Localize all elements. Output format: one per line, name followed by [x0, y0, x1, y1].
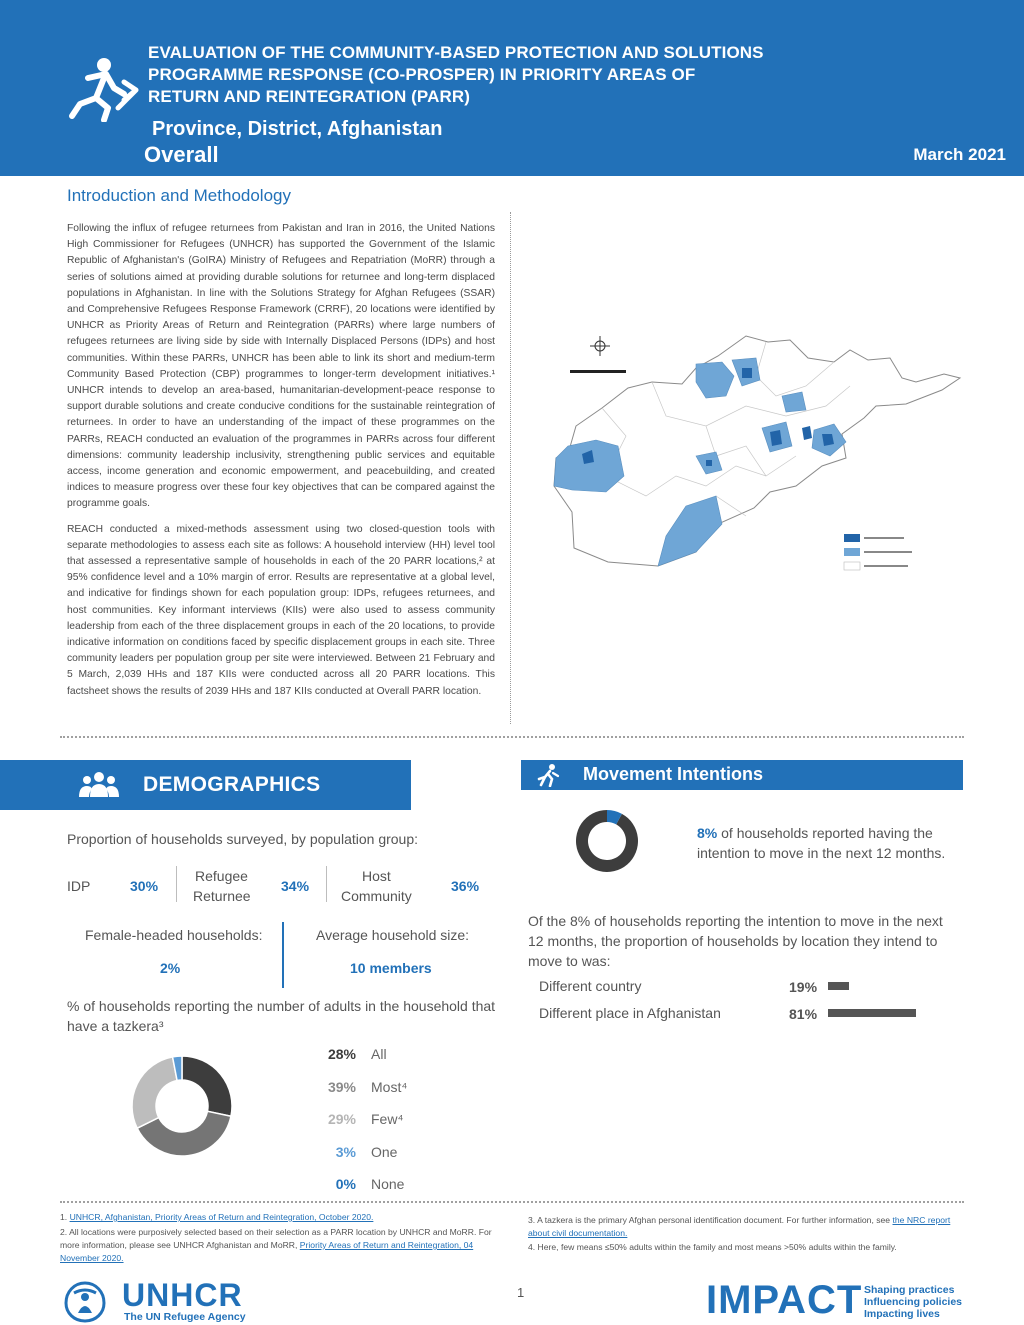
footnote-2-link[interactable]: Priority Areas of Return and Reintegration, 04 November 2020. — [60, 1240, 474, 1263]
demographics-banner — [0, 760, 411, 810]
impact-tagline-line: Impacting lives — [864, 1308, 940, 1320]
unhcr-emblem-icon — [60, 1279, 110, 1323]
north-arrow-icon — [590, 336, 610, 356]
impact-name: IMPACT — [706, 1278, 863, 1322]
tazkera-legend-label: Few⁴ — [371, 1111, 404, 1127]
movement-title: Movement Intentions — [583, 764, 764, 784]
intro-body — [67, 221, 495, 709]
move-intention-donut-chart — [574, 808, 640, 874]
avg-household-label: Average household size: — [316, 927, 470, 943]
section-divider — [60, 736, 964, 738]
move-location-pct: 19% — [789, 979, 818, 995]
column-divider — [510, 212, 511, 724]
group-host-label-2: Community — [341, 888, 412, 904]
group-idp-value: 30% — [130, 878, 159, 894]
impact-logo — [706, 1278, 966, 1325]
donut-slice-few — [132, 1057, 177, 1128]
move-intention-text — [697, 823, 955, 863]
footnote-2 — [60, 1226, 500, 1265]
move-intention-desc: of households reported having the intention to move in the next 12 months. — [697, 825, 946, 861]
female-headed-value: 2% — [160, 960, 181, 976]
unhcr-logo — [60, 1277, 270, 1325]
footnote-3-text: 3. A tazkera is the primary Afghan personal identification document. For further information, see — [528, 1215, 893, 1225]
group-divider — [176, 866, 177, 902]
footnote-divider — [60, 1201, 964, 1203]
tazkera-legend-label: One — [371, 1143, 398, 1160]
demographics-title: DEMOGRAPHICS — [143, 773, 321, 796]
map-legend — [844, 534, 912, 570]
impact-tagline — [864, 1284, 962, 1320]
intro-paragraph-2: REACH conducted a mixed-methods assessment using two closed-question tools with separate methodologies to assess each site as follows: A household interview (HH) level tool that assessed a representative sample of households in each of the 20 PARR locations,² at 95% confidence level and a 10% margin of error. Results are representative at a global level, and indicative for findings shown for each population group: IDPs, refugees returnees, and host communities. Key informant interviews (KIIs) were also used to assess community leadership from each of the three displacement groups in each of the 20 locations, to provide indicative information on conditions faced by specific displacement groups in each site. Three community leaders per population group per site were interviewed. Between 21 February and 5 March, 2,039 HHs and 187 KIIs were conducted across all 20 PARR locations. This factsheet shows the results of 2039 HHs and 187 KIIs conducted at Overall PARR location. — [67, 523, 495, 697]
report-location: Province, District, Afghanistan — [152, 118, 443, 140]
running-person-return-icon — [66, 56, 140, 122]
impact-tagline-line: Shaping practices — [864, 1284, 955, 1296]
report-title: EVALUATION OF THE COMMUNITY-BASED PROTECTION AND SOLUTIONS PROGRAMME RESPONSE (CO-PROSPER) IN PRIORITY AREAS OF RETURN AND REINTEGRATION (PARR) — [148, 43, 764, 106]
donut-slice-all — [182, 1056, 232, 1116]
move-location-bar — [828, 1009, 916, 1017]
tazkera-donut-chart — [128, 1052, 236, 1160]
footnote-1-prefix: 1. — [60, 1212, 70, 1222]
tazkera-legend-label: None — [371, 1176, 405, 1192]
female-headed-label: Female-headed households: — [85, 927, 263, 943]
group-refugee-value: 34% — [281, 878, 310, 894]
group-refugee-label-1: Refugee — [195, 868, 248, 884]
group-refugee-label-2: Returnee — [193, 888, 251, 904]
footnote-1-link[interactable]: UNHCR, Afghanistan, Priority Areas of Return and Reintegration, October 2020. — [69, 1212, 374, 1222]
move-intention-pct: 8% — [697, 825, 718, 841]
stat-divider — [282, 922, 284, 988]
proportion-title: Proportion of households surveyed, by population group: — [67, 831, 419, 847]
movement-banner — [521, 760, 963, 790]
tazkera-legend-pct: 3% — [335, 1143, 356, 1160]
people-group-icon — [78, 771, 120, 799]
move-location-label: Different country — [539, 978, 642, 994]
group-idp-label: IDP — [67, 878, 91, 894]
tazkera-legend-pct: 39% — [327, 1078, 356, 1095]
tazkera-legend-label: All — [371, 1046, 387, 1062]
group-host-value: 36% — [451, 878, 480, 894]
footnote-3-link[interactable]: the NRC report about civil documentation. — [528, 1215, 951, 1238]
header-banner — [0, 0, 1024, 176]
unhcr-tagline: The UN Refugee Agency — [124, 1311, 246, 1323]
tazkera-title: % of households reporting the number of adults in the household that have a tazkera³ — [67, 998, 496, 1034]
scale-bar — [570, 370, 626, 373]
tazkera-legend-pct: 0% — [335, 1176, 356, 1192]
avg-household-value: 10 members — [350, 960, 432, 976]
footnote-4: 4. Here, few means ≤50% adults within the family and most means >50% adults within the family. — [528, 1242, 897, 1252]
footnote-3 — [528, 1214, 958, 1240]
walking-person-icon — [535, 763, 561, 787]
move-location-label: Different place in Afghanistan — [539, 1005, 721, 1021]
tazkera-legend-pct: 28% — [327, 1046, 356, 1062]
report-date: March 2021 — [913, 145, 1006, 164]
tazkera-legend-label: Most⁴ — [371, 1078, 408, 1095]
report-subtitle: Overall — [144, 142, 219, 167]
tazkera-legend-pct: 29% — [327, 1111, 356, 1127]
move-location-pct: 81% — [789, 1006, 818, 1022]
group-host-label-1: Host — [362, 868, 391, 884]
unhcr-name: UNHCR — [122, 1277, 243, 1313]
group-divider — [326, 866, 327, 902]
intro-paragraph-1: Following the influx of refugee returnees from Pakistan and Iran in 2016, the United Nations High Commissioner for Refugees (UNHCR) has supported the Government of the Islamic Republic of Afghanistan's (GoIRA) Ministry of Refugees and Repatriation (MoRR) through a series of solutions aimed at providing durable solutions for returnee and long-term displaced populations in Afghanistan. In line with the Solutions Strategy for Afghan Refugees (SSAR) and Comprehensive Refugees Response Framework (CRRF), 20 locations were identified by UNHCR as Priority Areas of Return and Reintegration (PARRs) where large numbers of refugees returnees are living side by side with Internally Displaced Persons (IDPs) and host communities. Within these PARRs, UNHCR has been able to link its short and medium-term Community Based Protection (CBP) programmes to longer-term development initiatives.¹ UNHCR intends to develop an area-based, humanitarian-development-peace response to support durable solutions and create conducive conditions for the sustainable reintegration of returnees. In order to have an understanding of the impact of these programmes on the PARRs, REACH conducted an evaluation of the programmes in PARRs across four different dimensions: community leadership inclusivity, strengthening public services and equitable access, income generation and economic empowerment, and peacebuilding, and created indices to measure progress over these four key objectives that can be compared against the programme goals. — [67, 223, 495, 510]
move-location-bar — [828, 982, 849, 990]
page-number: 1 — [517, 1285, 525, 1300]
footnote-2-text: 2. All locations were purposively selected based on their selection as a PARR location by UNHCR and MoRR. For more information, please see UNHCR Afghanistan and MoRR, — [60, 1227, 492, 1250]
footnote-1 — [60, 1211, 500, 1224]
impact-tagline-line: Influencing policies — [864, 1296, 963, 1308]
afghanistan-map — [546, 316, 966, 586]
intro-heading: Introduction and Methodology — [67, 186, 291, 205]
move-location-intro: Of the 8% of households reporting the intention to move in the next 12 months, the proportion of households by location they intend to move to was: — [528, 913, 943, 969]
